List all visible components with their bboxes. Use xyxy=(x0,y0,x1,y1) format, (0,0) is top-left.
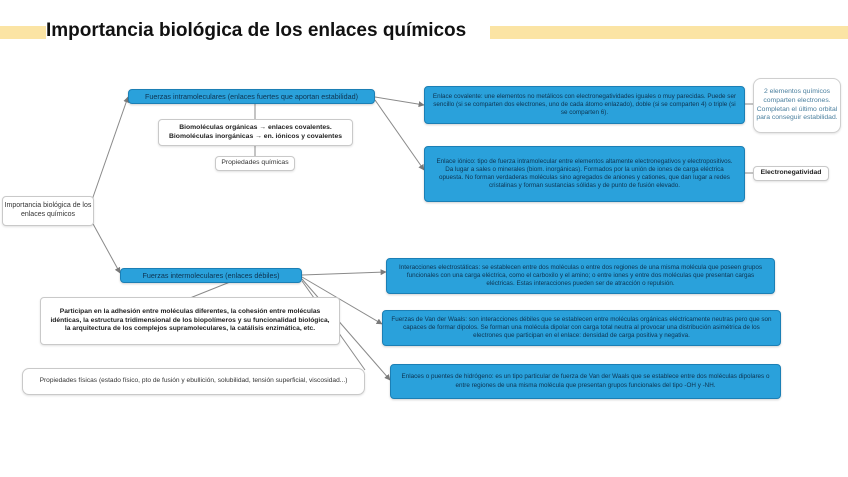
intramolecular-examples-node[interactable]: Biomoléculas orgánicas → enlaces covalentes. Biomoléculas inorgánicas → en. iónicos y covalentes xyxy=(158,119,353,146)
link-inter-roles xyxy=(190,282,230,298)
link-intra-covalent xyxy=(375,97,424,105)
intermolecular-roles-node[interactable]: Participan en la adhesión entre moléculas diferentes, la cohesión entre moléculas idénticas, la estructura tridimensional de los biopolímeros y su funcionalidad biológica, la arquitectura de los complejos supramoleculares, la catálisis enzimática, etc. xyxy=(40,297,340,345)
ionic-bond-node[interactable]: Enlace iónico: tipo de fuerza intramolecular entre elementos altamente electronegativos y electropositivos. Da lugar a sales o minerales (biom. inorgánicas). Formados por la unión de iones de carga eléctrica opuesta. No forman verdaderas moléculas sino agregados de aniones y cationes, que dan lugar a redes cristalinas y forman sustancias sólidas y de punto de fusión elevado. xyxy=(424,146,745,202)
link-root-inter xyxy=(92,222,120,273)
physical-properties-node[interactable]: Propiedades físicas (estado físico, pto de fusión y ebullición, solubilidad, tensión superficial, viscosidad...) xyxy=(22,368,365,395)
electronegativity-node[interactable]: Electronegatividad xyxy=(753,166,829,181)
link-intra-ionic xyxy=(375,100,424,170)
intramolecular-forces-node[interactable]: Fuerzas intramoleculares (enlaces fuertes que aportan estabilidad) xyxy=(128,89,375,104)
covalent-note-node[interactable]: 2 elementos químicos comparten electrones. Completan el último orbital para conseguir estabilidad. xyxy=(753,78,841,133)
chemical-properties-node[interactable]: Propiedades químicas xyxy=(215,156,295,171)
van-der-waals-node[interactable]: Fuerzas de Van der Waals: son interacciones débiles que se establecen entre moléculas orgánicas eléctricamente neutras pero que son capaces de formar dipolos. Se forman una molécula dipolar con carga total neutra al provocar una distribución asimétrica de los electrones que participan en el enlace: densidad de carga positiva y negativa. xyxy=(382,310,781,346)
page-title: Importancia biológica de los enlaces químicos xyxy=(46,20,467,41)
link-root-intra xyxy=(92,97,128,200)
hydrogen-bonds-node[interactable]: Enlaces o puentes de hidrógeno: es un tipo particular de fuerza de Van der Waals que se establece entre dos moléculas dipolares o entre regiones de una misma molécula que presentan grupos funcionales del tipo -OH y -NH. xyxy=(390,364,781,399)
intermolecular-forces-node[interactable]: Fuerzas intermoleculares (enlaces débiles) xyxy=(120,268,302,283)
link-inter-electrostatic xyxy=(302,272,386,275)
covalent-bond-node[interactable]: Enlace covalente: une elementos no metálicos con electronegatividades iguales o muy parecidas. Puede ser sencillo (si se comparten dos electrones, uno de cada átomo enlazado), doble (si se comparten 4) o triple (si se comparten 6). xyxy=(424,86,745,124)
root-node[interactable]: Importancia biológica de los enlaces químicos xyxy=(2,196,94,226)
electrostatic-interactions-node[interactable]: Interacciones electrostáticas: se establecen entre dos moléculas o entre dos regiones de una misma molécula que poseen grupos funcionales con una carga eléctrica, como el carboxilo y el amino; o entre iones y entre dos moléculas que presentan cargas eléctricas. Estas interacciones pueden ser de atracción o repulsión. xyxy=(386,258,775,294)
